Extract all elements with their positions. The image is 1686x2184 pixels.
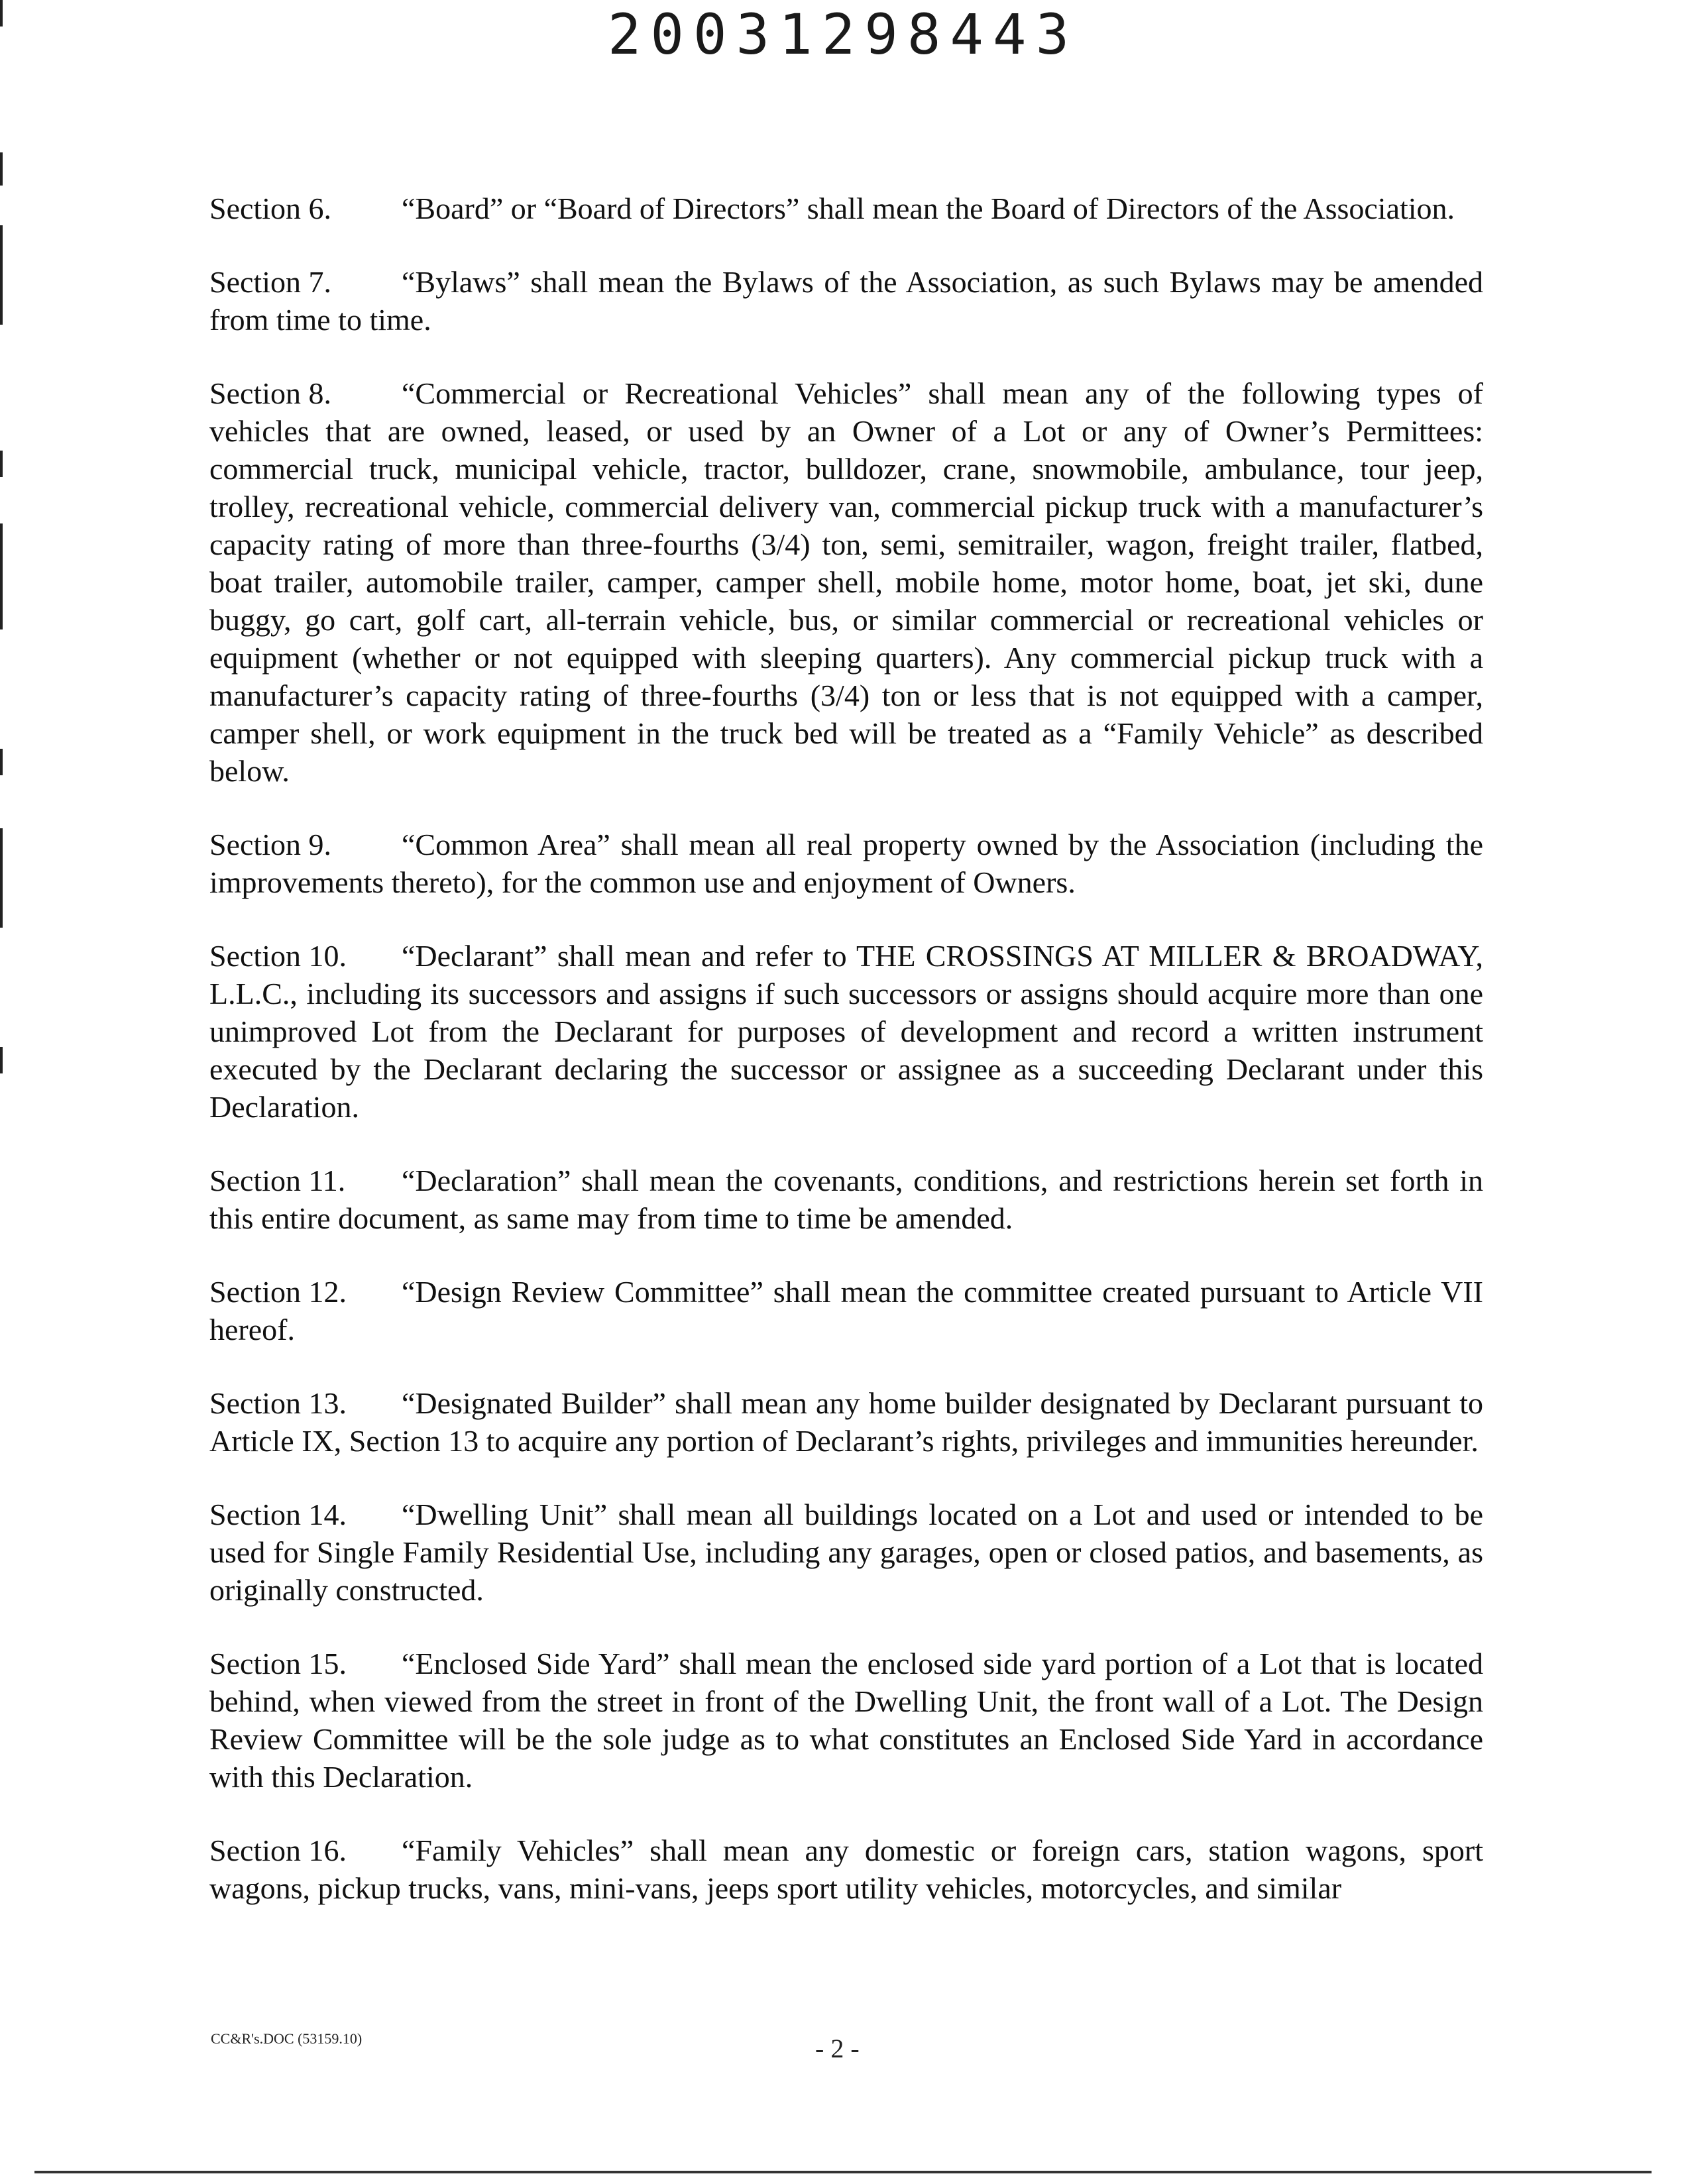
page-number: - 2 - bbox=[815, 2034, 860, 2063]
scan-edge-mark bbox=[0, 828, 3, 928]
section-text: “Commercial or Recreational Vehicles” shall mean any of the following types of vehicles that are owned, leased, or used by an Owner of a Lot or any of Owner’s Permittees: commercial truck, municipal vehicle, tractor, bulldozer, crane, snowmobile, ambulance, tour jeep, trolley, recreational vehicle, commercial delivery van, commercial pickup truck with a manufacturer’s capacity rating of more than three-fourths (3/4) ton, semi, semitrailer, wagon, freight trailer, flatbed, boat trailer, automobile trailer, camper, camper shell, mobile home, motor home, boat, jet ski, dune buggy, go cart, golf cart, all-terrain vehicle, bus, or similar commercial or recreational vehicles or equipment (whether or not equipped with sleeping quarters). Any commercial pickup truck with a manufacturer’s capacity rating of three-fourths (3/4) ton or less that is not equipped with a camper, camper shell, or work equipment in the truck bed will be treated as a “Family Vehicle” as described below. bbox=[209, 376, 1483, 788]
definition-section bbox=[209, 1645, 1483, 1796]
section-text: “Designated Builder” shall mean any home builder designated by Declarant pursuant to Article IX, Section 13 to acquire any portion of Declarant’s rights, privileges and immunities hereunder. bbox=[209, 1386, 1483, 1458]
section-text: “Design Review Committee” shall mean the committee created pursuant to Article VII hereof. bbox=[209, 1275, 1483, 1346]
scan-edge-mark bbox=[0, 152, 3, 186]
scan-edge-mark bbox=[0, 1047, 3, 1073]
section-text: “Dwelling Unit” shall mean all buildings located on a Lot and used or intended to be used for Single Family Residential Use, including any garages, open or closed patios, and basements, as originally constructed. bbox=[209, 1498, 1483, 1607]
definition-section bbox=[209, 263, 1483, 339]
section-text: “Common Area” shall mean all real property owned by the Association (including the improvements thereto), for the common use and enjoyment of Owners. bbox=[209, 828, 1483, 899]
section-number: Section 12. bbox=[209, 1275, 347, 1309]
bottom-divider bbox=[34, 2171, 1652, 2173]
section-number: Section 9. bbox=[209, 828, 331, 861]
section-number: Section 11. bbox=[209, 1164, 346, 1197]
section-text: “Declarant” shall mean and refer to THE CROSSINGS AT MILLER & BROADWAY, L.L.C., including its successors and assigns if such successors or assigns should acquire more than one unimproved Lot from the Declarant for purposes of development and record a written instrument executed by the Declarant declaring the successor or assignee as a succeeding Declarant under this Declaration. bbox=[209, 939, 1483, 1124]
definition-section bbox=[209, 190, 1483, 227]
section-number: Section 6. bbox=[209, 191, 331, 225]
section-number: Section 7. bbox=[209, 265, 331, 299]
section-number: Section 15. bbox=[209, 1647, 347, 1680]
document-body bbox=[209, 190, 1483, 1943]
definition-section bbox=[209, 937, 1483, 1126]
section-text: “Enclosed Side Yard” shall mean the enclosed side yard portion of a Lot that is located behind, when viewed from the street in front of the Dwelling Unit, the front wall of a Lot. The Design Review Committee will be the sole judge as to what constitutes an Enclosed Side Yard in accordance with this Declaration. bbox=[209, 1647, 1483, 1794]
definition-section bbox=[209, 826, 1483, 901]
definition-section bbox=[209, 1831, 1483, 1907]
scan-edge-mark bbox=[0, 749, 3, 775]
scan-edge-mark bbox=[0, 0, 3, 27]
section-number: Section 14. bbox=[209, 1498, 347, 1531]
scan-edge-mark bbox=[0, 225, 3, 325]
document-number: 20031298443 bbox=[607, 2, 1079, 67]
definition-section bbox=[209, 1496, 1483, 1609]
scan-edge-mark bbox=[0, 451, 3, 477]
section-text: “Board” or “Board of Directors” shall mean the Board of Directors of the Association. bbox=[402, 191, 1455, 225]
section-number: Section 10. bbox=[209, 939, 347, 973]
definition-section bbox=[209, 1384, 1483, 1460]
section-number: Section 16. bbox=[209, 1833, 347, 1867]
definition-section bbox=[209, 1273, 1483, 1348]
section-number: Section 8. bbox=[209, 376, 331, 410]
section-text: “Family Vehicles” shall mean any domestic or foreign cars, station wagons, sport wagons, pickup trucks, vans, mini-vans, jeeps sport utility vehicles, motorcycles, and similar bbox=[209, 1833, 1483, 1905]
definition-section bbox=[209, 374, 1483, 790]
section-text: “Bylaws” shall mean the Bylaws of the Association, as such Bylaws may be amended from time to time. bbox=[209, 265, 1483, 337]
section-text: “Declaration” shall mean the covenants, conditions, and restrictions herein set forth in this entire document, as same may from time to time be amended. bbox=[209, 1164, 1483, 1235]
scan-edge-mark bbox=[0, 523, 3, 629]
section-number: Section 13. bbox=[209, 1386, 347, 1420]
footer-file-reference: CC&R's.DOC (53159.10) bbox=[211, 2030, 363, 2047]
definition-section bbox=[209, 1162, 1483, 1237]
